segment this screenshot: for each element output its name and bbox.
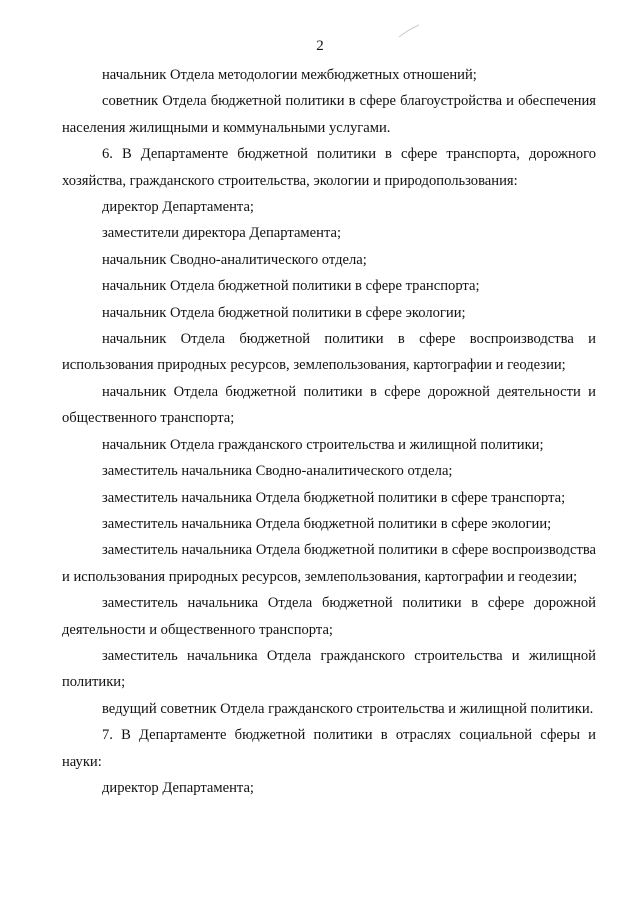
paragraph-16: заместитель начальника Отдела бюджетной политики в сфере дорожной деятельности и общественного транспорта; (62, 595, 596, 638)
paragraph-20: директор Департамента; (102, 779, 254, 796)
pen-mark (398, 24, 420, 38)
paragraph-6: начальник Сводно-аналитического отдела; (102, 251, 367, 268)
paragraph-10: начальник Отдела бюджетной политики в сфере дорожной деятельности и общественного транспорта; (62, 383, 596, 427)
paragraph-5: заместители директора Департамента; (102, 225, 342, 242)
paragraph-11: начальник Отдела гражданского строительства и жилищной политики; (102, 436, 544, 453)
paragraph-7: начальник Отдела бюджетной политики в сфере транспорта; (102, 278, 480, 295)
paragraph-9: начальник Отдела бюджетной политики в сфере воспроизводства и использования природных ресурсов, землепользования, картографии и геодезии; (62, 331, 596, 374)
paragraph-4: директор Департамента; (102, 199, 254, 216)
paragraph-13: заместитель начальника Отдела бюджетной политики в сфере транспорта; (102, 489, 566, 506)
paragraph-14: заместитель начальника Отдела бюджетной политики в сфере экологии; (102, 515, 552, 532)
paragraph-15: заместитель начальника Отдела бюджетной политики в сфере воспроизводства и использования природных ресурсов, землепользования, картографии и геодезии; (62, 542, 596, 585)
paragraph-8: начальник Отдела бюджетной политики в сфере экологии; (102, 304, 466, 321)
paragraph-12: заместитель начальника Сводно-аналитического отдела; (102, 463, 453, 480)
document-body (62, 62, 596, 801)
paragraph-17: заместитель начальника Отдела гражданского строительства и жилищной политики; (62, 647, 596, 691)
section-6-heading: 6. В Департаменте бюджетной политики в сфере транспорта, дорожного хозяйства, гражданского строительства, экологии и природопользования: (62, 146, 596, 189)
page-number: 2 (316, 38, 324, 54)
section-7-heading: 7. В Департаменте бюджетной политики в отраслях социальной сферы и науки: (62, 727, 596, 770)
paragraph-2: советник Отдела бюджетной политики в сфере благоустройства и обеспечения населения жилищными и коммунальными услугами. (62, 93, 596, 136)
paragraph-1: начальник Отдела методологии межбюджетных отношений; (102, 67, 477, 83)
paragraph-18: ведущий советник Отдела гражданского строительства и жилищной политики. (102, 700, 594, 717)
